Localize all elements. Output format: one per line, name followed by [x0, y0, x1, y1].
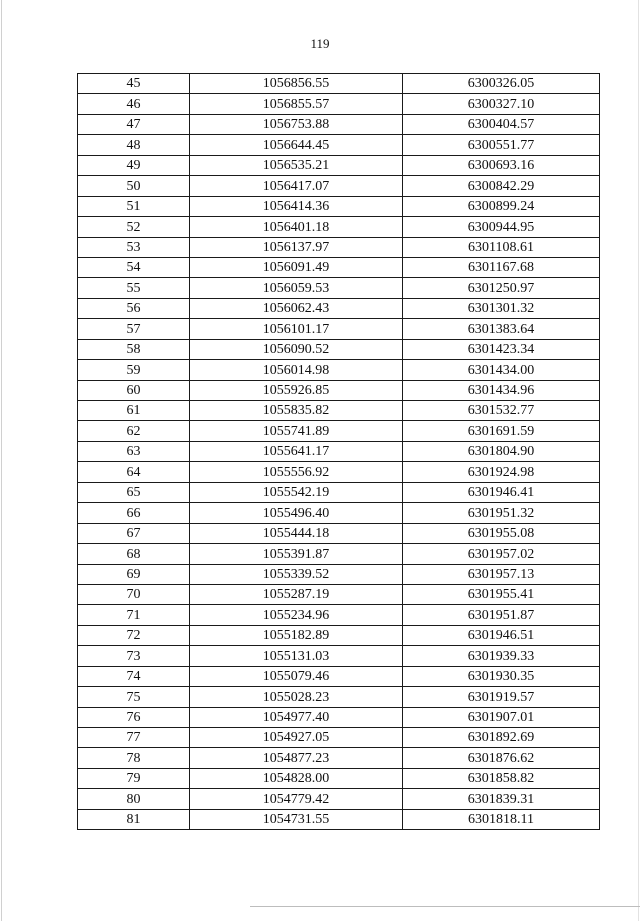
- y-coordinate-cell: 6301858.82: [403, 768, 600, 788]
- point-number-cell: 67: [78, 523, 190, 543]
- point-number-cell: 53: [78, 237, 190, 257]
- point-number-cell: 68: [78, 544, 190, 564]
- table-row: [78, 462, 600, 482]
- point-number-cell: 66: [78, 503, 190, 523]
- point-number-cell: 65: [78, 482, 190, 502]
- y-coordinate-cell: 6300551.77: [403, 135, 600, 155]
- table-row: [78, 544, 600, 564]
- table-row: [78, 135, 600, 155]
- x-coordinate-cell: 1054927.05: [190, 728, 403, 748]
- x-coordinate-cell: 1055079.46: [190, 666, 403, 686]
- x-coordinate-cell: 1055339.52: [190, 564, 403, 584]
- point-number-cell: 48: [78, 135, 190, 155]
- table-row: [78, 114, 600, 134]
- table-row: [78, 298, 600, 318]
- y-coordinate-cell: 6301167.68: [403, 257, 600, 277]
- x-coordinate-cell: 1056856.55: [190, 74, 403, 94]
- point-number-cell: 55: [78, 278, 190, 298]
- point-number-cell: 73: [78, 646, 190, 666]
- point-number-cell: 79: [78, 768, 190, 788]
- y-coordinate-cell: 6300404.57: [403, 114, 600, 134]
- x-coordinate-cell: 1056417.07: [190, 176, 403, 196]
- x-coordinate-cell: 1055741.89: [190, 421, 403, 441]
- y-coordinate-cell: 6301434.00: [403, 360, 600, 380]
- table-row: [78, 441, 600, 461]
- point-number-cell: 76: [78, 707, 190, 727]
- table-row: [78, 748, 600, 768]
- point-number-cell: 78: [78, 748, 190, 768]
- y-coordinate-cell: 6301957.02: [403, 544, 600, 564]
- table-row: [78, 257, 600, 277]
- y-coordinate-cell: 6301951.87: [403, 605, 600, 625]
- point-number-cell: 57: [78, 319, 190, 339]
- table-row: [78, 523, 600, 543]
- table-row: [78, 155, 600, 175]
- x-coordinate-cell: 1056101.17: [190, 319, 403, 339]
- x-coordinate-cell: 1056753.88: [190, 114, 403, 134]
- x-coordinate-cell: 1055926.85: [190, 380, 403, 400]
- x-coordinate-cell: 1055556.92: [190, 462, 403, 482]
- coordinates-table: [77, 73, 600, 830]
- table-row: [78, 809, 600, 829]
- table-row: [78, 564, 600, 584]
- y-coordinate-cell: 6301946.51: [403, 625, 600, 645]
- y-coordinate-cell: 6301951.32: [403, 503, 600, 523]
- page-number: 119: [310, 36, 330, 51]
- table-row: [78, 789, 600, 809]
- x-coordinate-cell: 1056137.97: [190, 237, 403, 257]
- x-coordinate-cell: 1056090.52: [190, 339, 403, 359]
- table-row: [78, 687, 600, 707]
- point-number-cell: 72: [78, 625, 190, 645]
- point-number-cell: 75: [78, 687, 190, 707]
- x-coordinate-cell: 1055182.89: [190, 625, 403, 645]
- y-coordinate-cell: 6301924.98: [403, 462, 600, 482]
- y-coordinate-cell: 6300327.10: [403, 94, 600, 114]
- table-row: [78, 584, 600, 604]
- point-number-cell: 62: [78, 421, 190, 441]
- point-number-cell: 60: [78, 380, 190, 400]
- table-row: [78, 605, 600, 625]
- point-number-cell: 49: [78, 155, 190, 175]
- y-coordinate-cell: 6301532.77: [403, 401, 600, 421]
- table-row: [78, 666, 600, 686]
- table-row: [78, 482, 600, 502]
- x-coordinate-cell: 1056644.45: [190, 135, 403, 155]
- y-coordinate-cell: 6300693.16: [403, 155, 600, 175]
- x-coordinate-cell: 1056091.49: [190, 257, 403, 277]
- x-coordinate-cell: 1055287.19: [190, 584, 403, 604]
- x-coordinate-cell: 1056855.57: [190, 94, 403, 114]
- table-row: [78, 401, 600, 421]
- table-row: [78, 319, 600, 339]
- y-coordinate-cell: 6301423.34: [403, 339, 600, 359]
- y-coordinate-cell: 6300326.05: [403, 74, 600, 94]
- y-coordinate-cell: 6301876.62: [403, 748, 600, 768]
- x-coordinate-cell: 1055641.17: [190, 441, 403, 461]
- x-coordinate-cell: 1055444.18: [190, 523, 403, 543]
- point-number-cell: 46: [78, 94, 190, 114]
- x-coordinate-cell: 1055028.23: [190, 687, 403, 707]
- point-number-cell: 54: [78, 257, 190, 277]
- point-number-cell: 71: [78, 605, 190, 625]
- x-coordinate-cell: 1054877.23: [190, 748, 403, 768]
- table-row: [78, 94, 600, 114]
- point-number-cell: 77: [78, 728, 190, 748]
- table-row: [78, 74, 600, 94]
- point-number-cell: 74: [78, 666, 190, 686]
- y-coordinate-cell: 6301804.90: [403, 441, 600, 461]
- y-coordinate-cell: 6301939.33: [403, 646, 600, 666]
- page-edge-left: [1, 0, 2, 921]
- y-coordinate-cell: 6301919.57: [403, 687, 600, 707]
- table-row: [78, 503, 600, 523]
- x-coordinate-cell: 1055542.19: [190, 482, 403, 502]
- y-coordinate-cell: 6301892.69: [403, 728, 600, 748]
- y-coordinate-cell: 6301434.96: [403, 380, 600, 400]
- point-number-cell: 56: [78, 298, 190, 318]
- y-coordinate-cell: 6301955.08: [403, 523, 600, 543]
- point-number-cell: 81: [78, 809, 190, 829]
- table-row: [78, 707, 600, 727]
- point-number-cell: 58: [78, 339, 190, 359]
- table-row: [78, 217, 600, 237]
- table-row: [78, 360, 600, 380]
- x-coordinate-cell: 1055234.96: [190, 605, 403, 625]
- x-coordinate-cell: 1054977.40: [190, 707, 403, 727]
- table-row: [78, 380, 600, 400]
- point-number-cell: 47: [78, 114, 190, 134]
- y-coordinate-cell: 6301839.31: [403, 789, 600, 809]
- x-coordinate-cell: 1056535.21: [190, 155, 403, 175]
- y-coordinate-cell: 6301818.11: [403, 809, 600, 829]
- x-coordinate-cell: 1054828.00: [190, 768, 403, 788]
- y-coordinate-cell: 6301301.32: [403, 298, 600, 318]
- bottom-scan-line: [250, 906, 640, 907]
- x-coordinate-cell: 1054731.55: [190, 809, 403, 829]
- table-row: [78, 237, 600, 257]
- y-coordinate-cell: 6301383.64: [403, 319, 600, 339]
- y-coordinate-cell: 6301108.61: [403, 237, 600, 257]
- x-coordinate-cell: 1056414.36: [190, 196, 403, 216]
- table-row: [78, 646, 600, 666]
- coordinates-table-body: [78, 74, 600, 830]
- table-row: [78, 421, 600, 441]
- y-coordinate-cell: 6301946.41: [403, 482, 600, 502]
- x-coordinate-cell: 1055496.40: [190, 503, 403, 523]
- x-coordinate-cell: 1055391.87: [190, 544, 403, 564]
- point-number-cell: 45: [78, 74, 190, 94]
- point-number-cell: 51: [78, 196, 190, 216]
- y-coordinate-cell: 6300944.95: [403, 217, 600, 237]
- point-number-cell: 63: [78, 441, 190, 461]
- y-coordinate-cell: 6301250.97: [403, 278, 600, 298]
- point-number-cell: 50: [78, 176, 190, 196]
- y-coordinate-cell: 6300899.24: [403, 196, 600, 216]
- table-row: [78, 196, 600, 216]
- point-number-cell: 80: [78, 789, 190, 809]
- y-coordinate-cell: 6301907.01: [403, 707, 600, 727]
- point-number-cell: 64: [78, 462, 190, 482]
- point-number-cell: 61: [78, 401, 190, 421]
- x-coordinate-cell: 1056062.43: [190, 298, 403, 318]
- y-coordinate-cell: 6301930.35: [403, 666, 600, 686]
- x-coordinate-cell: 1055131.03: [190, 646, 403, 666]
- point-number-cell: 70: [78, 584, 190, 604]
- table-row: [78, 625, 600, 645]
- table-row: [78, 278, 600, 298]
- table-row: [78, 728, 600, 748]
- x-coordinate-cell: 1056401.18: [190, 217, 403, 237]
- y-coordinate-cell: 6301691.59: [403, 421, 600, 441]
- point-number-cell: 52: [78, 217, 190, 237]
- table-row: [78, 339, 600, 359]
- page-edge-right: [638, 0, 639, 921]
- point-number-cell: 59: [78, 360, 190, 380]
- y-coordinate-cell: 6300842.29: [403, 176, 600, 196]
- y-coordinate-cell: 6301955.41: [403, 584, 600, 604]
- x-coordinate-cell: 1056014.98: [190, 360, 403, 380]
- y-coordinate-cell: 6301957.13: [403, 564, 600, 584]
- x-coordinate-cell: 1055835.82: [190, 401, 403, 421]
- x-coordinate-cell: 1056059.53: [190, 278, 403, 298]
- table-row: [78, 768, 600, 788]
- table-row: [78, 176, 600, 196]
- point-number-cell: 69: [78, 564, 190, 584]
- x-coordinate-cell: 1054779.42: [190, 789, 403, 809]
